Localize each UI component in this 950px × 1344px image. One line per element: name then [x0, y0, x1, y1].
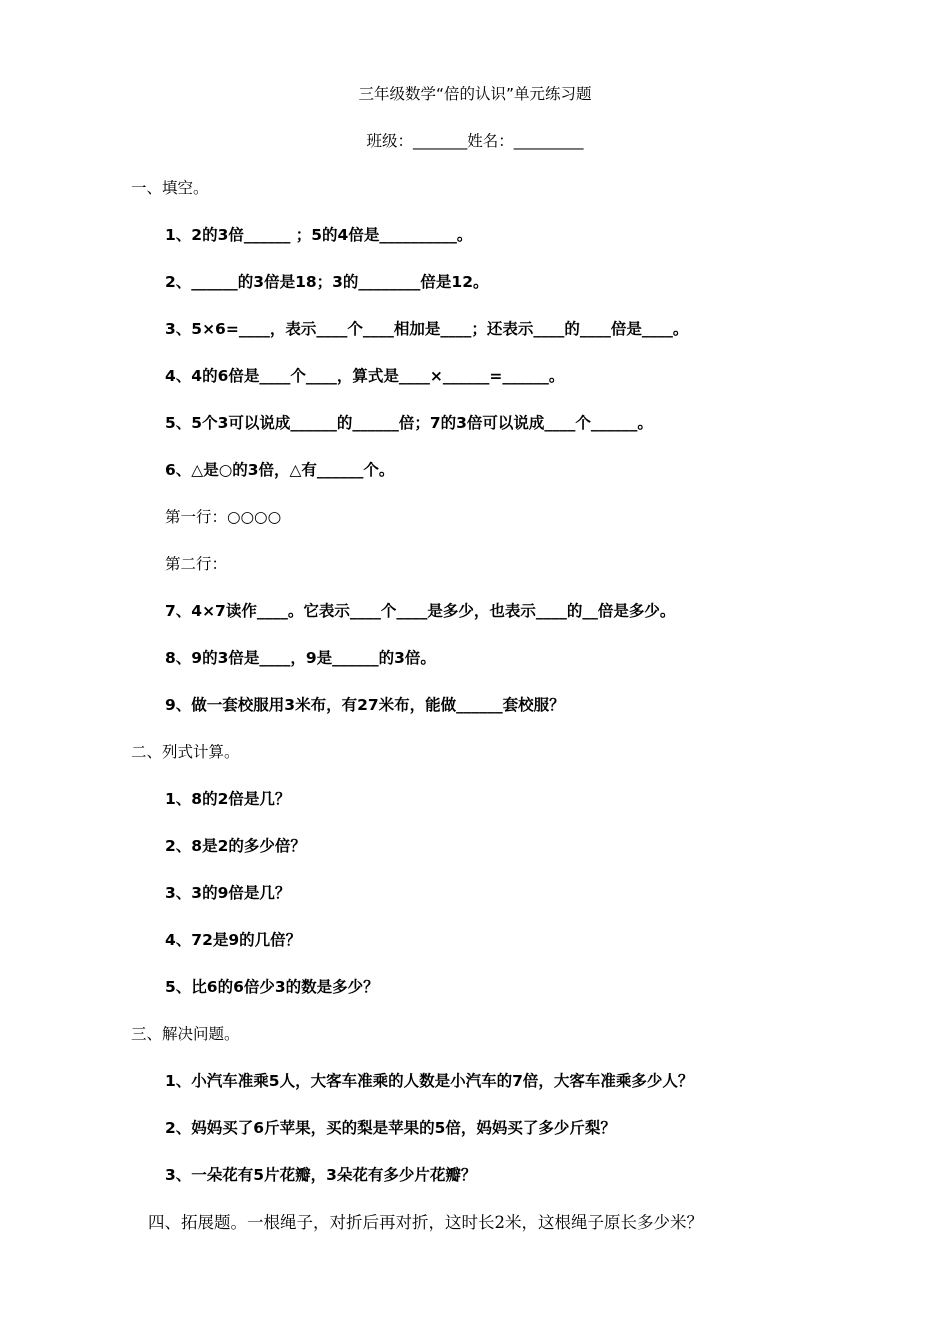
calc-item-1: 1、8的2倍是几？ — [165, 790, 291, 808]
calc-item-2: 2、8是2的多少倍？ — [165, 837, 306, 855]
problem-item-1: 1、小汽车准乘5人，大客车准乘的人数是小汽车的7倍，大客车准乘多少人？ — [165, 1072, 694, 1090]
fill-item-6: 6、△是○的3倍，△有______个。 — [165, 461, 395, 479]
fill-item-9: 9、做一套校服用3米布，有27米布，能做______套校服？ — [165, 696, 565, 714]
section-4-extension: 四、拓展题。一根绳子，对折后再对折，这时长2米，这根绳子原长多少米？ — [148, 1213, 703, 1232]
calc-item-4: 4、72是9的几倍？ — [165, 931, 302, 949]
fill-item-1: 1、2的3倍______ ；5的4倍是__________。 — [165, 226, 473, 244]
fill-item-3: 3、5×6=____，表示____个____相加是____；还表示____的____倍是____。 — [165, 320, 689, 338]
problem-item-3: 3、一朵花有5片花瓣，3朵花有多少片花瓣？ — [165, 1166, 477, 1184]
fill-item-7: 7、4×7读作____。它表示____个____是多少，也表示____的__倍是多少。 — [165, 602, 676, 620]
class-name-line: 班级：_______姓名：_________ — [366, 132, 584, 150]
fill-item-2: 2、______的3倍是18；3的________倍是12。 — [165, 273, 489, 291]
page-title: 三年级数学“倍的认识”单元练习题 — [358, 85, 592, 103]
fill-item-5: 5、5个3可以说成______的______倍；7的3倍可以说成____个______。 — [165, 414, 653, 432]
section-1-heading: 一、填空。 — [131, 179, 209, 197]
calc-item-3: 3、3的9倍是几？ — [165, 884, 291, 902]
fill-item-4: 4、4的6倍是____个____，算式是____×______=______。 — [165, 367, 565, 385]
row-1-circles: 第一行：○○○○ — [165, 508, 282, 526]
fill-item-8: 8、9的3倍是____，9是______的3倍。 — [165, 649, 436, 667]
row-2-blank: 第二行： — [165, 555, 228, 573]
problem-item-2: 2、妈妈买了6斤苹果，买的梨是苹果的5倍，妈妈买了多少斤梨？ — [165, 1119, 616, 1137]
section-2-heading: 二、列式计算。 — [131, 743, 240, 761]
section-3-heading: 三、解决问题。 — [131, 1025, 240, 1043]
calc-item-5: 5、比6的6倍少3的数是多少？ — [165, 978, 379, 996]
